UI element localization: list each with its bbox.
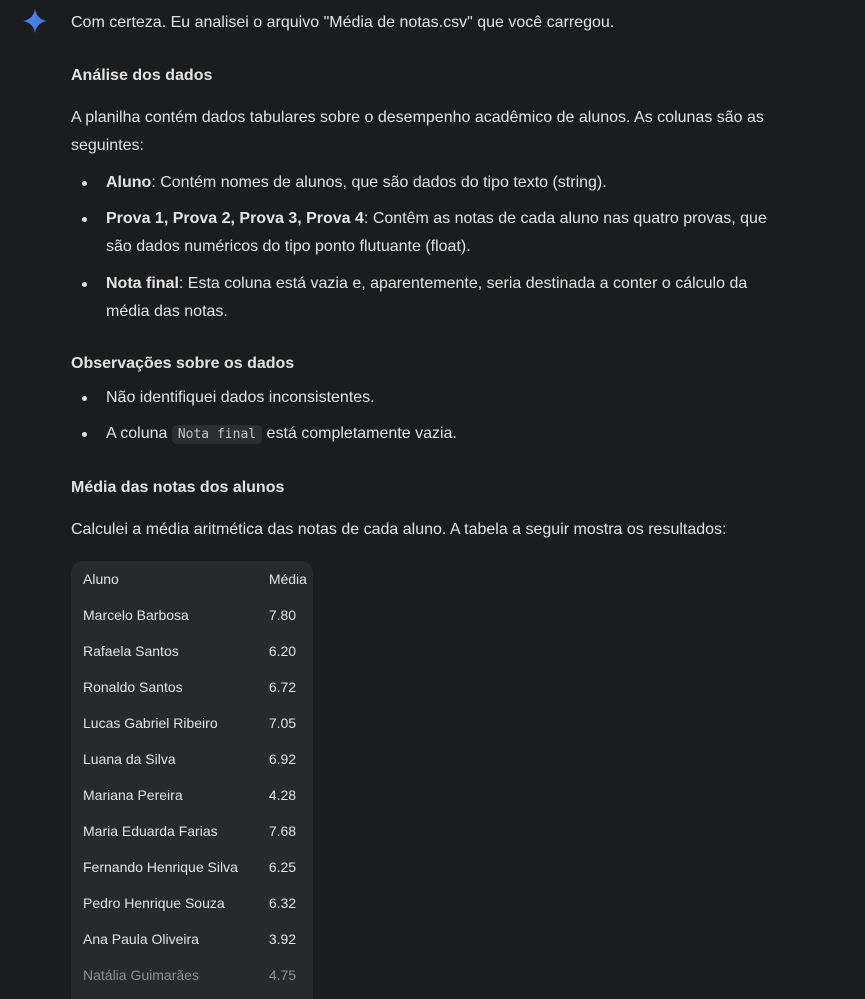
student-average: 4.28 xyxy=(268,787,297,803)
student-name: Ronaldo Santos xyxy=(83,679,183,695)
averages-heading: Média das notas dos alunos xyxy=(71,479,285,496)
table-row xyxy=(71,777,313,813)
averages-paragraph: Calculei a média aritmética das notas de cada aluno. A tabela a seguir mostra os resultados: xyxy=(71,521,727,538)
list-item xyxy=(71,205,786,261)
observation-text: Não identifiquei dados inconsistentes. xyxy=(106,389,375,406)
student-name: Lucas Gabriel Ribeiro xyxy=(83,715,218,731)
observation-prefix: A coluna xyxy=(106,425,172,442)
averages-table xyxy=(71,561,313,999)
observations-list xyxy=(71,384,786,449)
item-term: Nota final xyxy=(106,275,179,292)
table-row xyxy=(71,597,313,633)
table-header-row xyxy=(71,561,313,597)
intro-text: Com certeza. Eu analisei o arquivo "Média de notas.csv" que você carregou. xyxy=(71,14,615,31)
table-row xyxy=(71,633,313,669)
observations-heading: Observações sobre os dados xyxy=(71,355,295,372)
student-name: Maria Eduarda Farias xyxy=(83,823,218,839)
table-row xyxy=(71,885,313,921)
student-average: 7.68 xyxy=(268,823,297,839)
inline-code: Nota final xyxy=(172,425,262,444)
student-average: 6.20 xyxy=(268,643,297,659)
analysis-paragraph: A planilha contém dados tabulares sobre o desempenho acadêmico de alunos. As colunas são as seguintes: xyxy=(71,109,764,154)
student-name: Pedro Henrique Souza xyxy=(83,895,225,911)
student-average: 4.75 xyxy=(268,967,297,983)
student-average: 7.80 xyxy=(268,607,297,623)
student-name: Fernando Henrique Silva xyxy=(83,859,238,875)
table-row xyxy=(71,741,313,777)
item-term: Aluno xyxy=(106,174,152,191)
table-row xyxy=(71,921,313,957)
student-average: 6.25 xyxy=(268,859,297,875)
table-row xyxy=(71,669,313,705)
student-name: Mariana Pereira xyxy=(83,787,183,803)
student-average: 6.32 xyxy=(268,895,297,911)
student-name: Marcelo Barbosa xyxy=(83,607,189,623)
item-term: Prova 1, Prova 2, Prova 3, Prova 4 xyxy=(106,210,364,227)
list-item xyxy=(71,384,786,412)
student-name: Luana da Silva xyxy=(83,751,176,767)
student-name: Ana Paula Oliveira xyxy=(83,931,199,947)
student-average: 6.92 xyxy=(268,751,297,767)
list-item xyxy=(71,169,786,197)
gemini-sparkle-icon xyxy=(23,9,47,33)
column-header-aluno: Aluno xyxy=(83,571,119,587)
observation-suffix: está completamente vazia. xyxy=(262,425,457,442)
student-average: 7.05 xyxy=(268,715,297,731)
columns-list xyxy=(71,169,786,326)
student-average: 6.72 xyxy=(268,679,297,695)
item-text: : Contêm as notas de cada aluno nas quatro provas, que são dados numéricos do tipo ponto flutuante (float). xyxy=(106,210,767,255)
item-text: : Esta coluna está vazia e, aparentemente, seria destinada a conter o cálculo da média das notas. xyxy=(106,275,748,320)
column-header-media: Média xyxy=(268,571,307,587)
list-item xyxy=(71,270,786,326)
table-row xyxy=(71,705,313,741)
analysis-heading: Análise dos dados xyxy=(71,67,213,84)
table-row xyxy=(71,813,313,849)
student-average: 3.92 xyxy=(268,931,297,947)
list-item xyxy=(71,420,786,449)
item-text: : Contém nomes de alunos, que são dados do tipo texto (string). xyxy=(151,174,607,191)
table-row xyxy=(71,849,313,885)
student-name: Natália Guimarães xyxy=(83,967,199,983)
table-row xyxy=(71,957,313,993)
student-name: Rafaela Santos xyxy=(83,643,179,659)
